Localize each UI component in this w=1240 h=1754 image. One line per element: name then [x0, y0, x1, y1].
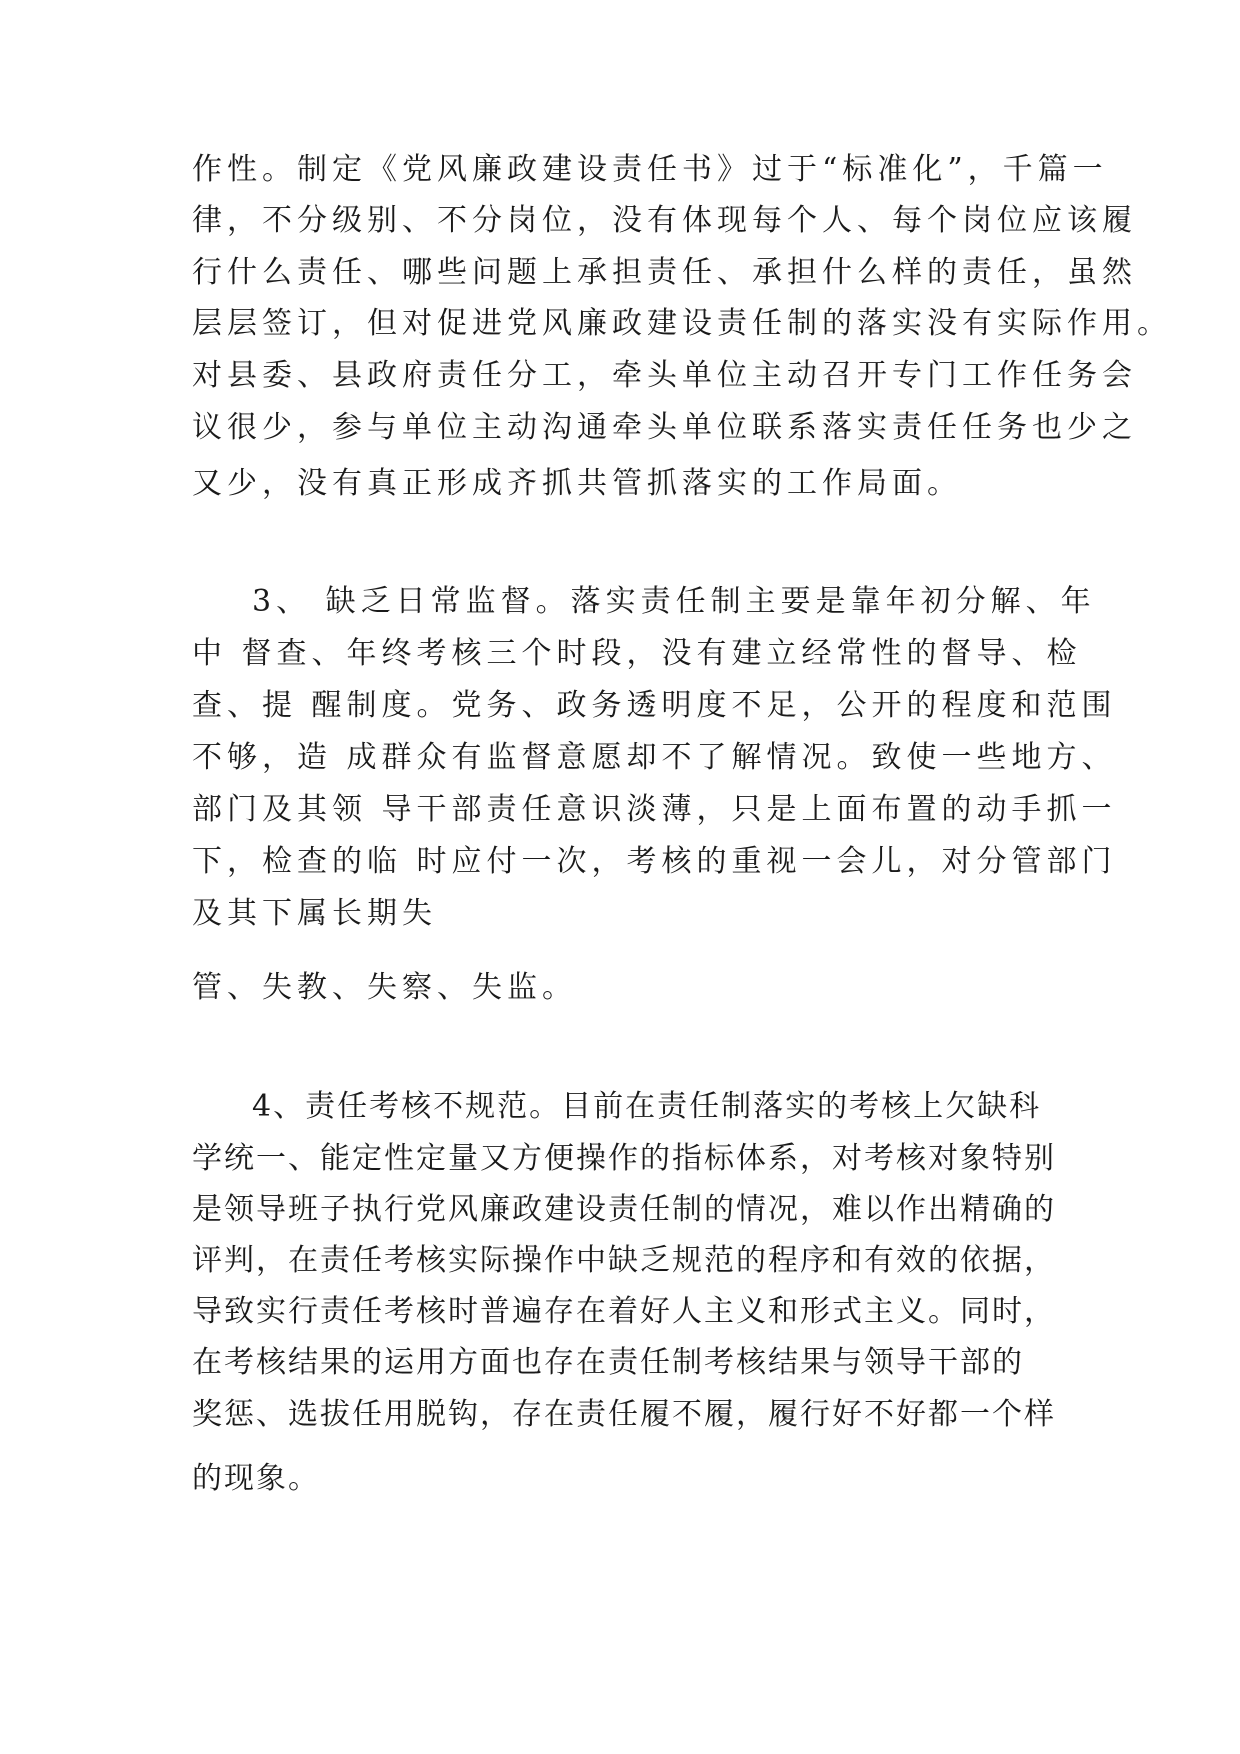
paragraph-line: 中 督查、年终考核三个时段，没有建立经常性的督导、检 — [192, 636, 1082, 671]
paragraph-line: 行什么责任、哪些问题上承担责任、承担什么样的责任，虽然 — [192, 255, 1137, 290]
paragraph-line: 评判，在责任考核实际操作中缺乏规范的程序和有效的依据， — [192, 1243, 1056, 1278]
paragraph-line: 律，不分级别、不分岗位，没有体现每个人、每个岗位应该履 — [192, 203, 1137, 238]
paragraph-line: 奖惩、选拔任用脱钩，存在责任履不履，履行好不好都一个样 — [192, 1397, 1056, 1432]
paragraph-line: 层层签订，但对促进党风廉政建设责任制的落实没有实际作用。 — [192, 306, 1172, 341]
paragraph-line: 查、提 醒制度。党务、政务透明度不足，公开的程度和范围 — [192, 688, 1117, 723]
paragraph-line: 导致实行责任考核时普遍存在着好人主义和形式主义。同时， — [192, 1294, 1056, 1329]
paragraph-line: 议很少，参与单位主动沟通牵头单位联系落实责任任务也少之 — [192, 410, 1137, 445]
paragraph-line: 3、 缺乏日常监督。落实责任制主要是靠年初分解、年 — [252, 584, 1096, 619]
paragraph-line: 对县委、县政府责任分工，牵头单位主动召开专门工作任务会 — [192, 358, 1137, 393]
paragraph-line: 部门及其领 导干部责任意识淡薄，只是上面布置的动手抓一 — [192, 792, 1117, 827]
paragraph-line: 不够，造 成群众有监督意愿却不了解情况。致使一些地方、 — [192, 740, 1117, 775]
paragraph-line: 学统一、能定性定量又方便操作的指标体系，对考核对象特别 — [192, 1141, 1056, 1176]
paragraph-line: 又少，没有真正形成齐抓共管抓落实的工作局面。 — [192, 466, 962, 501]
paragraph-line: 管、失教、失察、失监。 — [192, 970, 577, 1005]
paragraph-line: 的现象。 — [192, 1461, 320, 1496]
paragraph-line: 4、责任考核不规范。目前在责任制落实的考核上欠缺科 — [252, 1089, 1042, 1124]
paragraph-line: 及其下属长期失 — [192, 896, 437, 931]
paragraph-line: 下，检查的临 时应付一次，考核的重视一会儿，对分管部门 — [192, 844, 1117, 879]
paragraph-line: 是领导班子执行党风廉政建设责任制的情况，难以作出精确的 — [192, 1192, 1056, 1227]
paragraph-line: 在考核结果的运用方面也存在责任制考核结果与领导干部的 — [192, 1345, 1024, 1380]
paragraph-line: 作性。制定《党风廉政建设责任书》过于“标准化”，千篇一 — [192, 152, 1108, 187]
